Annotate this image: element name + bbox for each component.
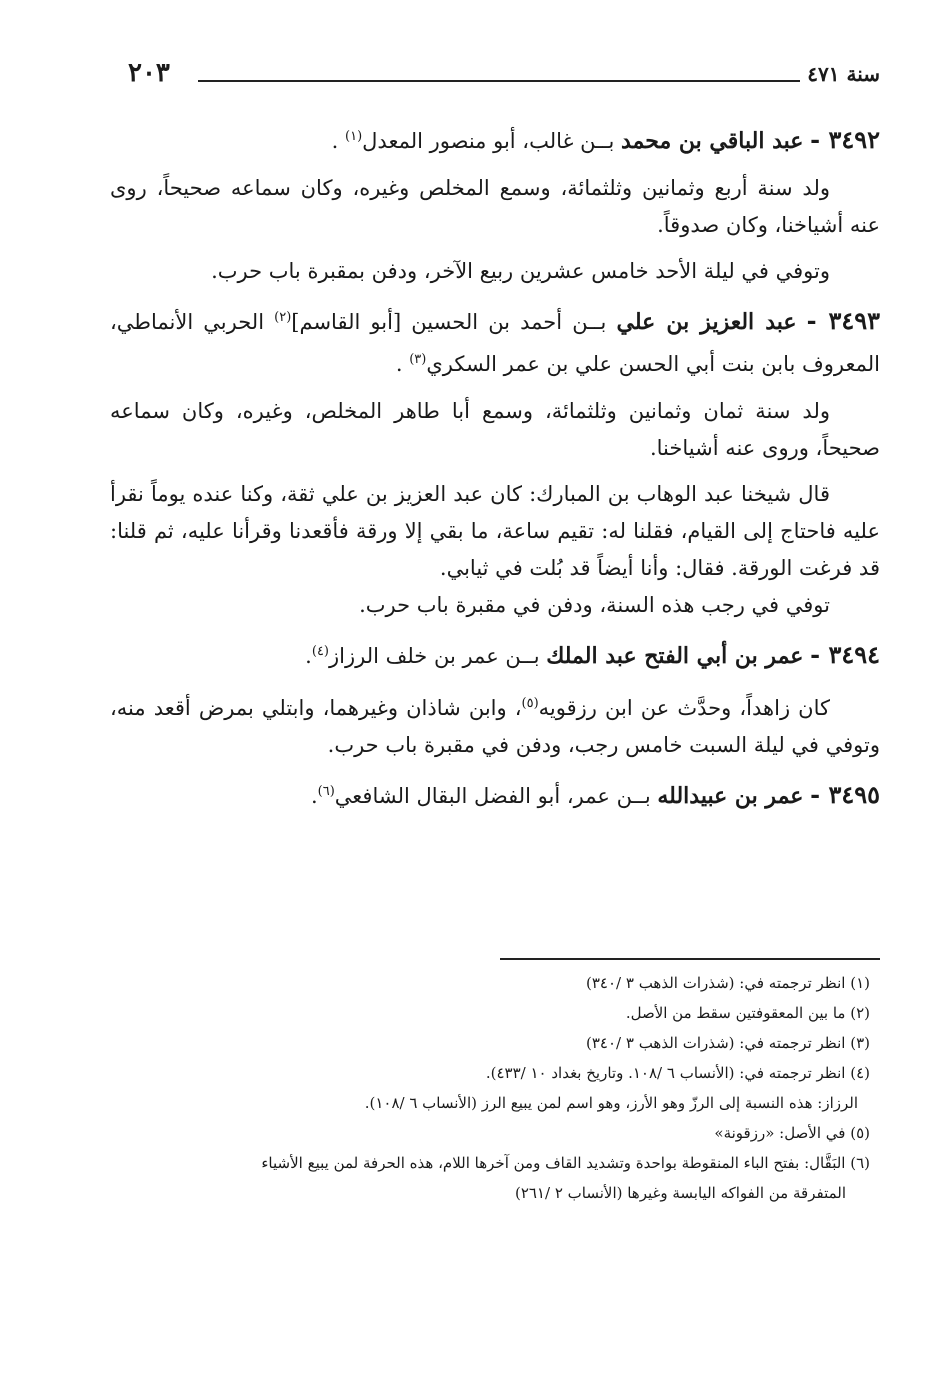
footnote: (٥) في الأصل: «رزقونة»	[714, 1124, 870, 1142]
footnote: (٣) انظر ترجمته في: (شذرات الذهب ٣ /٣٤٠)	[586, 1034, 870, 1052]
footnotes	[110, 958, 880, 1208]
entry-heading: ٣٤٩٢ - عبد الباقي بن محمد بــن غالب، أبو منصور المعدل$^{(١)}$ .	[331, 125, 880, 154]
footnote-ref: (١)	[345, 129, 363, 144]
paragraph: قال شيخنا عبد الوهاب بن المبارك: كان عبد العزيز بن علي ثقة، وكنا عنده يوماً نقرأ عليه فاحتاج إلى القيام، فقلنا له: تقيم ساعة، ما بقي إلا ورقة فأقعدنا وقرأنا عليه، ثم قلنا: قد فرغت الورقة. فقال: وأنا أيضاً قد بُلت في ثيابي.	[110, 482, 880, 580]
footnote-continuation: الرزاز: هذه النسبة إلى الرزّ وهو الأرز، وهو اسم لمن يبيع الرز (الأنساب ٦ /١٠٨).	[364, 1094, 858, 1112]
entry-lineage: بــن عمر بن خلف الرزاز	[329, 644, 540, 668]
entry-heading: ٣٤٩٤ - عمر بن أبي الفتح عبد الملك بــن عمر بن خلف الرزاز$^{(٤)}$.	[305, 640, 880, 669]
footnote-ref: (٦)	[317, 784, 335, 799]
footnote-rule	[500, 958, 880, 960]
footnote-ref: (٥)	[521, 696, 539, 711]
entry-heading: ٣٤٩٣ - عبد العزيز بن علي بــن أحمد بن الحسين [أبو القاسم]$^{(٢)}$ الحربي الأنماطي، المعروف بابن بنت أبي الحسن علي بن عمر السكري$^{(٣)}$ .	[110, 306, 880, 376]
footnote: (١) انظر ترجمته في: (شذرات الذهب ٣ /٣٤٠)	[586, 974, 870, 992]
page-number: ٢٠٣	[128, 58, 170, 88]
running-head-year: سنة ٤٧١	[807, 62, 880, 86]
entry-name: عمر بن عبيدالله	[657, 783, 804, 809]
page-header	[128, 58, 880, 94]
entry-lineage-continued: الحربي الأنماطي، المعروف بابن بنت أبي الحسن علي بن عمر السكري	[110, 310, 880, 376]
entry-lineage: بــن عمر، أبو الفضل البقال الشافعي	[334, 784, 651, 808]
main-text	[110, 118, 880, 825]
footnote-ref: (٤)	[311, 644, 329, 659]
entry-name: عمر بن أبي الفتح عبد الملك	[546, 643, 804, 669]
paragraph: وتوفي في ليلة الأحد خامس عشرين ربيع الآخر، ودفن بمقبرة باب حرب.	[211, 259, 830, 283]
footnote-continuation: المتفرقة من الفواكه اليابسة وغيرها (الأنساب ٢ /٢٦١)	[514, 1184, 846, 1202]
header-rule	[198, 80, 800, 82]
paragraph: ولد سنة ثمان وثمانين وثلثمائة، وسمع أبا طاهر المخلص، وغيره، وكان سماعه صحيحاً، وروى عنه أشياخنا.	[110, 399, 880, 460]
footnote-ref: (٣)	[409, 352, 427, 367]
paragraph: كان زاهداً، وحدَّث عن ابن رزقويه$^{(٥)}$، وابن شاذان وغيرهما، وابتلي بمرض أقعد منه، وتوفي في ليلة السبت خامس رجب، ودفن في مقبرة باب حرب.	[110, 696, 880, 757]
entry-number: ٣٤٩٥ -	[810, 780, 880, 809]
entry-number: ٣٤٩٣ -	[806, 306, 880, 335]
footnote: (٢) ما بين المعقوفتين سقط من الأصل.	[625, 1004, 870, 1022]
entry-name: عبد العزيز بن علي	[616, 309, 797, 335]
footnote: (٤) انظر ترجمته في: (الأنساب ٦ /١٠٨. وتاريخ بغداد ١٠ /٤٣٣).	[485, 1064, 870, 1082]
entry-lineage: بــن غالب، أبو منصور المعدل	[362, 129, 615, 153]
entry-name: عبد الباقي بن محمد	[620, 128, 804, 154]
entry-lineage: بــن أحمد بن الحسين [أبو القاسم]	[291, 310, 607, 334]
paragraph: توفي في رجب هذه السنة، ودفن في مقبرة باب حرب.	[359, 593, 830, 617]
footnote: (٦) البَقَّال: بفتح الباء المنقوطة بواحدة وتشديد القاف ومن آخرها اللام، هذه الحرفة لمن يبيع الأشياء	[261, 1154, 870, 1172]
footnote-ref: (٢)	[274, 310, 292, 325]
entry-number: ٣٤٩٤ -	[810, 640, 880, 669]
entry-heading: ٣٤٩٥ - عمر بن عبيدالله بــن عمر، أبو الفضل البقال الشافعي$^{(٦)}$.	[310, 780, 880, 809]
paragraph: ولد سنة أربع وثمانين وثلثمائة، وسمع المخلص وغيره، وكان سماعه صحيحاً، روى عنه أشياخنا، وكان صدوقاً.	[110, 176, 880, 237]
entry-number: ٣٤٩٢ -	[810, 125, 880, 154]
